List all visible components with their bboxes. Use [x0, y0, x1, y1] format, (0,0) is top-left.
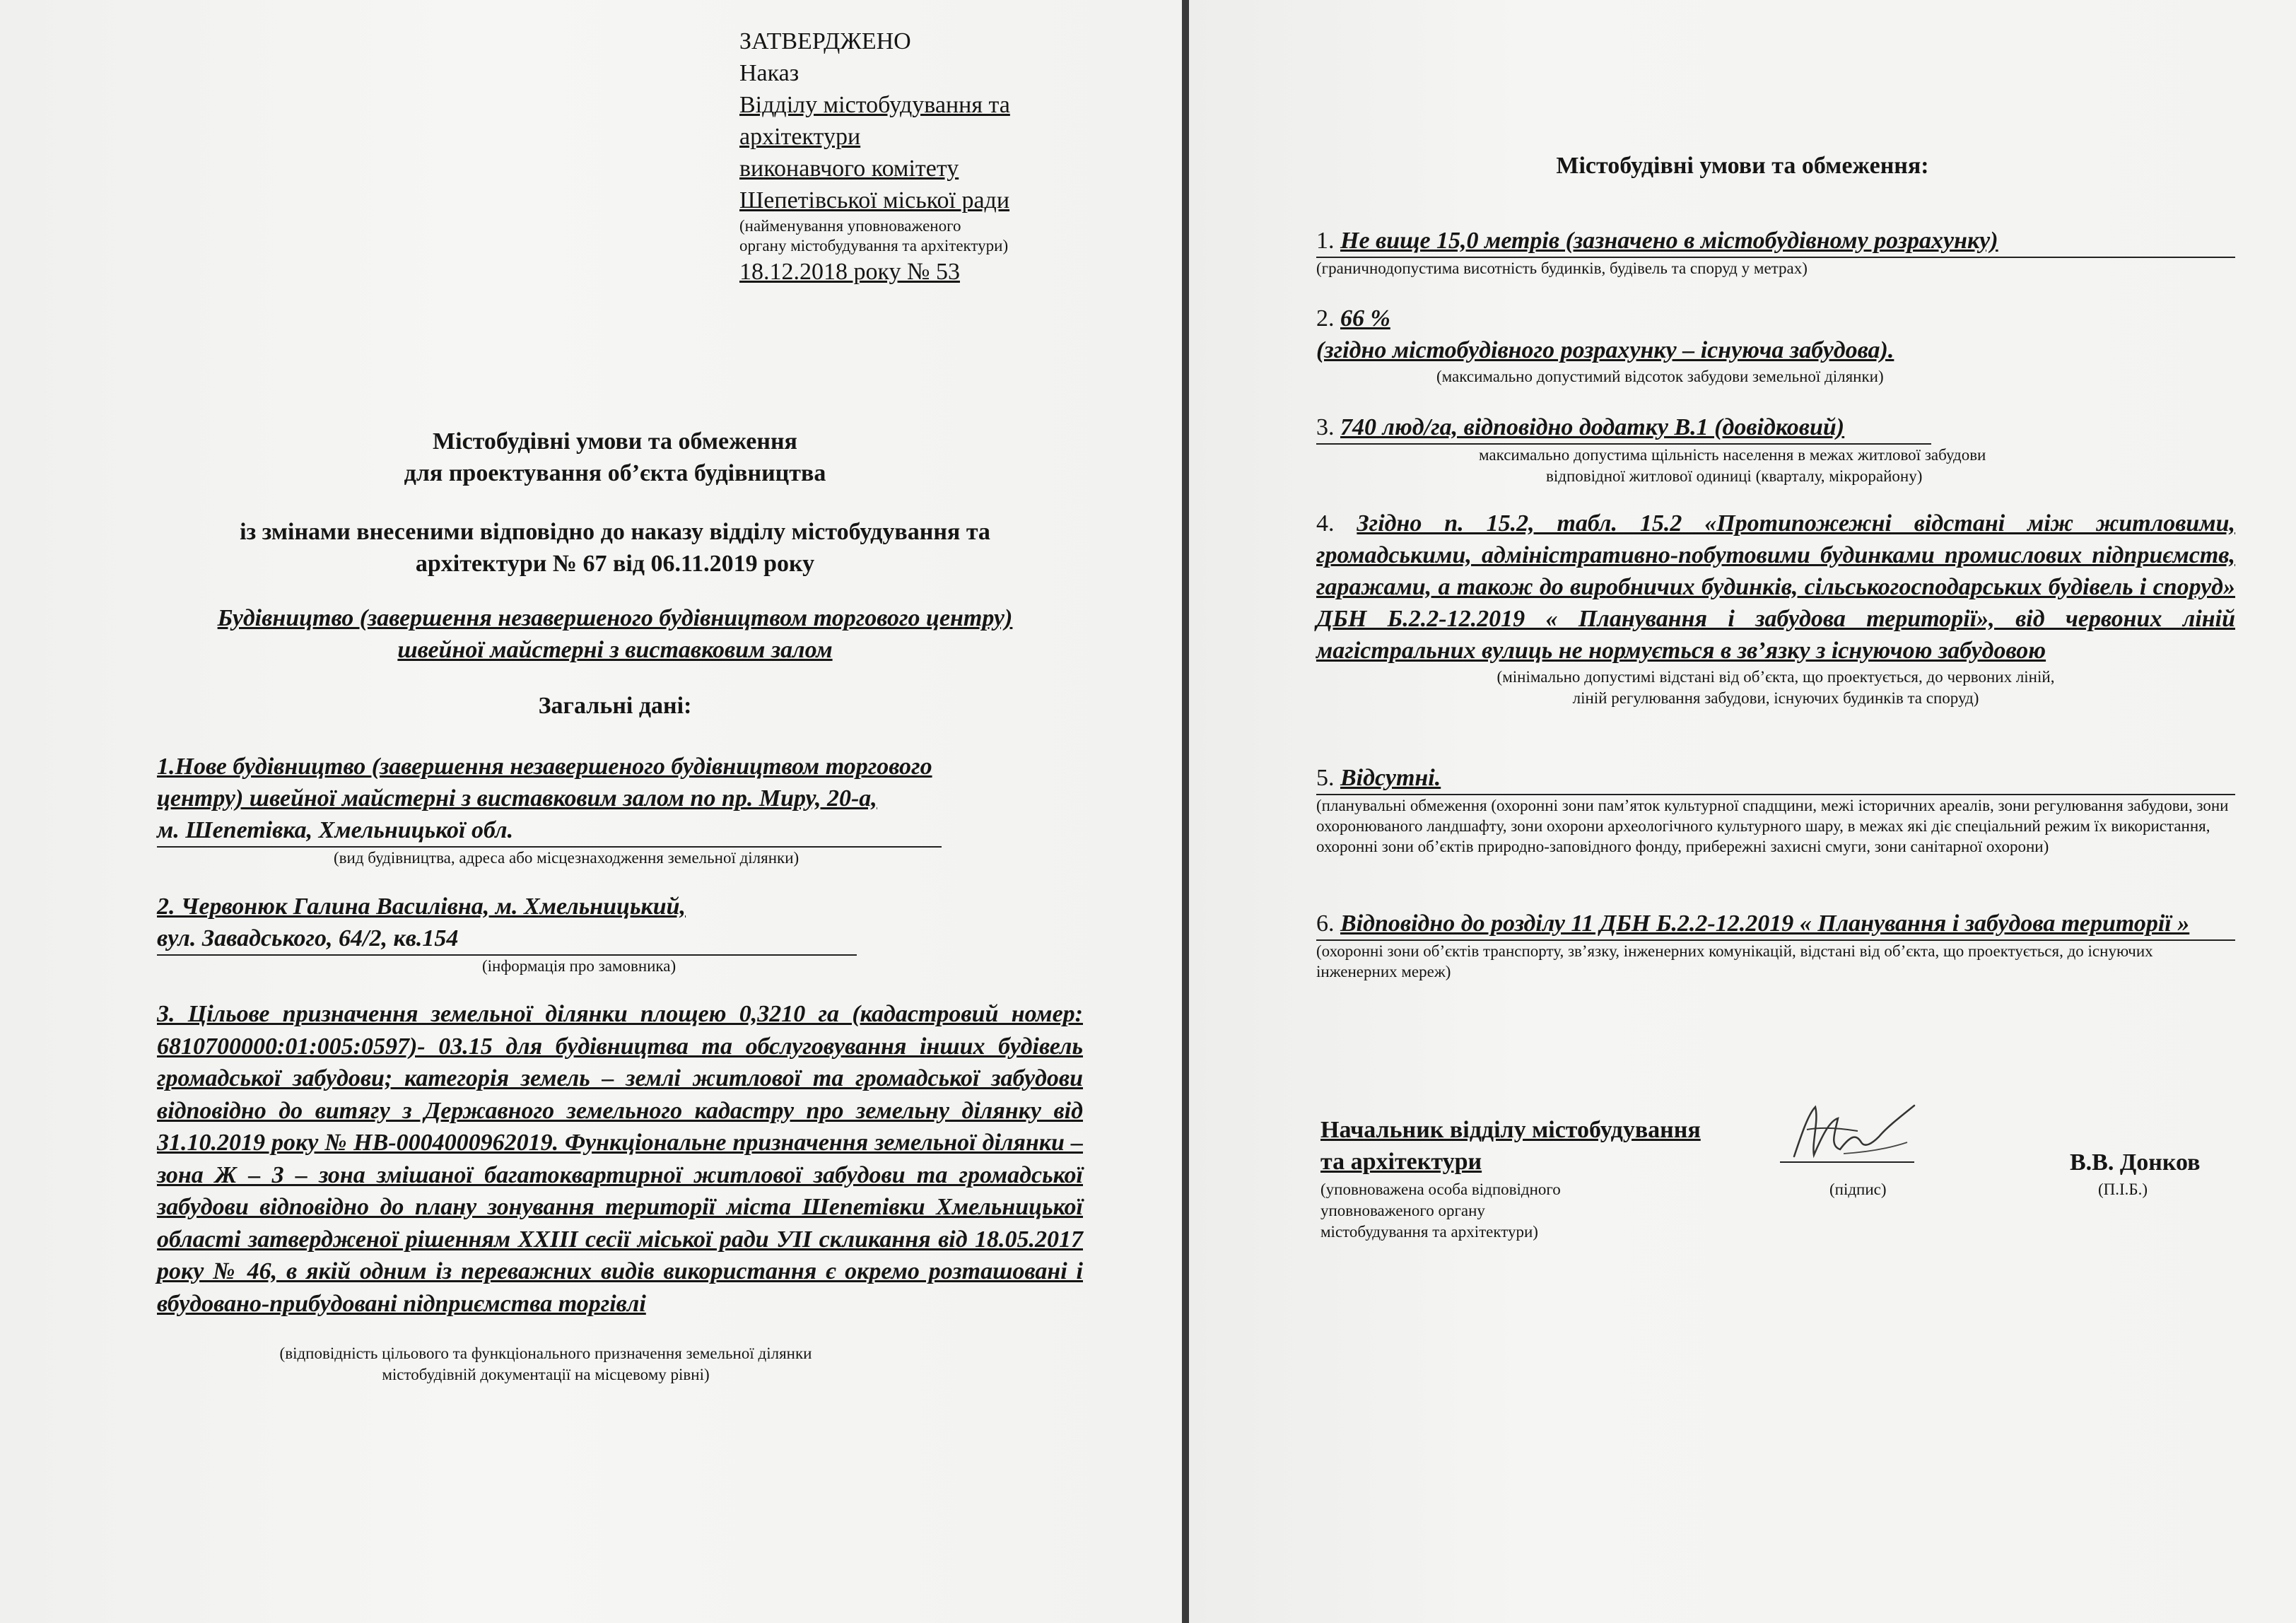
item2-hint: (інформація про замовника)	[482, 957, 676, 975]
object-line-1: Будівництво (завершення незавершеного будівництвом торгового центру)	[217, 605, 1013, 631]
org-line-3: виконавчого комітету	[739, 156, 959, 182]
item1-line-2: центру) швейної майстерні з виставковим залом по пр. Миру, 20-а,	[157, 785, 877, 812]
condition-3-text: 740 люд/га, відповідно додатку В.1 (довідковий)	[1340, 414, 1845, 440]
item2-line-1: 2. Червонюк Галина Василівна, м. Хмельницький,	[157, 893, 686, 920]
condition-6-hint: (охоронні зони об’єктів транспорту, зв’язку, інженерних комунікацій, відстані від об’єкта, що проектується, до існуючих інженерних мереж)	[1316, 942, 2153, 980]
signatory-hint-line-3: містобудування та архітектури)	[1320, 1223, 1538, 1241]
item1-line-3: м. Шепетівка, Хмельницької обл.	[157, 814, 942, 848]
org-hint-2: органу містобудування та архітектури)	[739, 237, 1009, 254]
condition-1-number: 1.	[1316, 228, 1335, 254]
approval-block	[739, 25, 1135, 288]
right-page	[1189, 0, 2296, 1623]
object-name	[141, 602, 1089, 666]
signatory-hint	[1320, 1179, 1773, 1243]
condition-2-number: 2.	[1316, 305, 1335, 332]
title-line-1: Містобудівні умови та обмеження	[433, 428, 797, 455]
condition-1-hint: (граничнодопустима висотність будинків, будівель та споруд у метрах)	[1316, 259, 1808, 277]
condition-4-hint-2: ліній регулювання забудови, існуючих будинків та споруд)	[1572, 689, 1979, 707]
general-heading: Загальні дані:	[538, 693, 692, 719]
general-item-1	[157, 751, 1090, 869]
item3-hint-line-1: (відповідність цільового та функціонального призначення земельної ділянки	[279, 1344, 812, 1362]
condition-5-text: Відсутні.	[1340, 765, 1441, 791]
signatory-title-line-1: Начальник відділу містобудування	[1320, 1117, 1701, 1143]
condition-5-number: 5.	[1316, 765, 1335, 791]
item3-hint	[157, 1343, 935, 1385]
title-line-2: для проектування об’єкта будівництва	[404, 460, 826, 486]
approved-label: ЗАТВЕРДЖЕНО	[739, 28, 911, 54]
signature-hint: (підпис)	[1829, 1180, 1887, 1198]
signatory-hint-line-1: (уповноважена особа відповідного	[1320, 1180, 1561, 1198]
signatory-title	[1320, 1114, 1773, 1178]
signatory-name: В.В. Донков	[2070, 1149, 2201, 1176]
conditions-heading: Містобудівні умови та обмеження:	[1556, 153, 1929, 179]
item3-hint-line-2: містобудівній документації на місцевому рівні)	[382, 1366, 710, 1383]
item2-line-2: вул. Завадського, 64/2, кв.154	[157, 922, 857, 956]
condition-4-text: Згідно п. 15.2, табл. 15.2 «Протипожежні відстані між житловими, громадськими, адміністративно-побутовими будинками промислових підприємств, гаражами, а також до виробничих будинків, сільськогосподарських будівель і споруд» ДБН Б.2.2-12.2019 « Планування і забудова території», від червоних ліній магістральних вулиць не нормується в зв’язку з існуючою забудовою	[1316, 510, 2235, 664]
condition-3-hint-2: відповідної житлової одиниці (кварталу, мікрорайону)	[1546, 467, 1923, 485]
condition-6-number: 6.	[1316, 910, 1335, 937]
signatory-hint-line-2: уповноваженого органу	[1320, 1202, 1485, 1219]
order-date-number: 18.12.2018 року № 53	[739, 259, 960, 285]
changes-line-1: із змінами внесеними відповідно до наказу відділу містобудування та	[240, 519, 990, 545]
condition-3-number: 3.	[1316, 414, 1335, 440]
condition-2-hint: (максимально допустимий відсоток забудови земельної ділянки)	[1436, 368, 1884, 385]
condition-6	[1316, 908, 2235, 982]
org-line-1: Відділу містобудування та	[739, 92, 1010, 118]
signature-block	[1320, 1114, 2239, 1255]
condition-3-hint-1: максимально допустима щільність населення в межах житлової забудови	[1479, 446, 1986, 464]
condition-2-line-1: 66 %	[1340, 305, 1390, 332]
condition-5	[1316, 762, 2235, 857]
condition-2	[1316, 303, 2235, 387]
general-item-3: 3. Цільове призначення земельної ділянки площею 0,3210 га (кадастровий номер: 6810700000:01:005:0597)- 03.15 для будівництва та обслуговування інших будівель громадської забудови; категорія земель – землі житлової та громадської забудови відповідно до витягу з Державного земельного кадастру про земельну ділянку від 31.10.2019 року № НВ-0004000962019. Функціональне призначення земельної ділянки – зона Ж – 3 – зона змішаної багатоквартирної житлової забудови та громадської забудови відповідно до плану зонування території міста Шепетівки Хмельницької області затвердженої рішенням ХХIII сесії міської ради УІІ скликання від 18.05.2017 року № 46, в якій одним із переважних видів використання є окремо розташовані і вбудовано-прибудовані підприємства торгівлі	[157, 1001, 1083, 1317]
org-line-2: архітектури	[739, 124, 861, 150]
order-label: Наказ	[739, 60, 800, 86]
condition-2-line-2: (згідно містобудівного розрахунку – існуюча забудова).	[1316, 337, 1894, 363]
condition-4-hint-1: (мінімально допустимі відстані від об’єкта, що проектується, до червоних ліній,	[1496, 668, 2055, 686]
signatory-title-line-2: та архітектури	[1320, 1149, 1482, 1175]
object-line-2: швейної майстерні з виставковим залом	[397, 637, 833, 663]
item1-line-1: 1.Нове будівництво (завершення незавершеного будівництвом торгового	[157, 754, 932, 780]
condition-5-hint: (планувальні обмеження (охоронні зони пам’яток культурної спадщини, межі історичних ареалів, зони регулювання забудови, зони охоронюваного ландшафту, зони охорони археологічного культурного шару, в межах які діє спеціальний режим їх використання, охоронні зони об’єктів природно-заповідного фонду, прибережні захисні смуги, зони санітарної охорони)	[1316, 797, 2229, 855]
item1-hint: (вид будівництва, адреса або місцезнаходження земельної ділянки)	[334, 849, 800, 867]
general-item-2	[157, 891, 1090, 977]
condition-4-number: 4.	[1316, 510, 1335, 537]
handwritten-signature	[1773, 1093, 1935, 1178]
condition-4	[1316, 508, 2235, 709]
condition-6-text: Відповідно до розділу 11 ДБН Б.2.2-12.2019 « Планування і забудова території »	[1340, 910, 2190, 937]
org-hint-1: (найменування уповноваженого	[739, 217, 961, 235]
signatory-name-hint: (П.І.Б.)	[2098, 1180, 2148, 1198]
condition-3	[1316, 411, 2235, 487]
document-title	[156, 426, 1074, 489]
changes-line-2: архітектури № 67 від 06.11.2019 року	[415, 551, 815, 577]
org-line-4: Шепетівської міської ради	[739, 187, 1010, 213]
condition-1-text: Не вище 15,0 метрів (зазначено в містобудівному розрахунку)	[1340, 228, 1998, 254]
condition-1	[1316, 225, 2235, 279]
changes-note	[156, 516, 1074, 580]
